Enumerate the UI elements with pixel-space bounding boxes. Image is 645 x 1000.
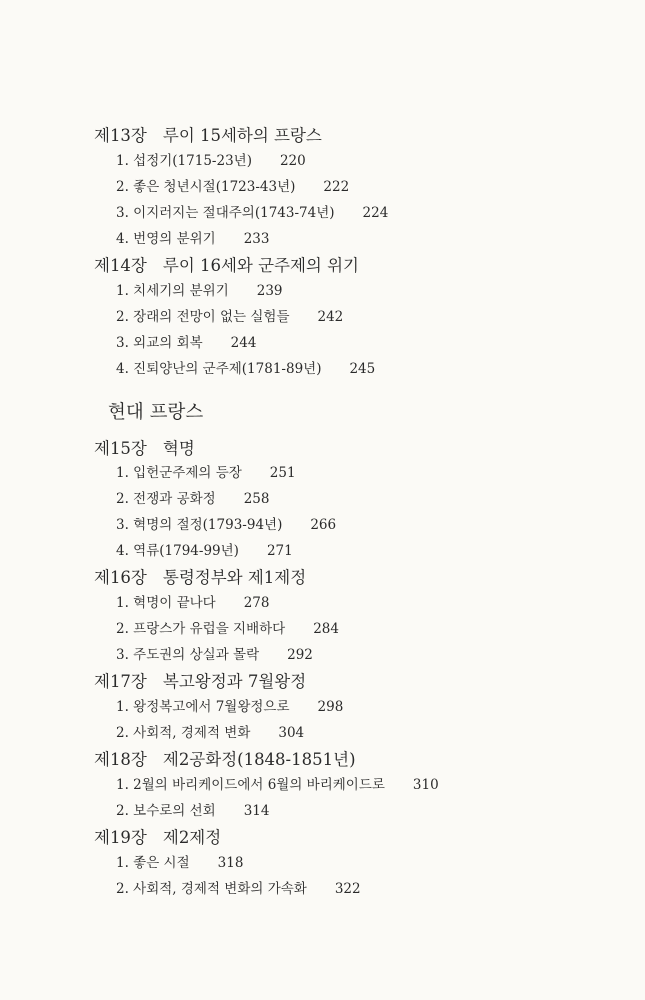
- entry-page-number: 304: [278, 725, 305, 741]
- entry-page-number: 318: [217, 855, 244, 871]
- chapter-heading: [94, 752, 356, 769]
- toc-entry: [116, 285, 283, 299]
- entry-page-number: 245: [349, 361, 376, 377]
- chapter-title: 제2공화정(1848-1851년): [162, 750, 356, 769]
- entry-label: 1. 혁명이 끝나다: [116, 595, 216, 611]
- entry-page-number: 251: [269, 465, 296, 481]
- entry-page-number: 224: [362, 205, 389, 221]
- toc-entry: [116, 727, 304, 741]
- entry-label: 2. 프랑스가 유럽을 지배하다: [116, 621, 286, 637]
- entry-page-number: 310: [412, 777, 439, 793]
- entry-label: 3. 주도권의 상실과 몰락: [116, 647, 260, 663]
- toc-entry: [116, 207, 388, 221]
- toc-entry: [116, 883, 361, 897]
- chapter-title: 혁명: [162, 439, 195, 458]
- entry-page-number: 239: [256, 283, 283, 299]
- toc-entry: [116, 805, 270, 819]
- entry-label: 1. 2월의 바리케이드에서 6월의 바리케이드로: [116, 777, 385, 793]
- entry-label: 4. 역류(1794-99년): [116, 543, 239, 559]
- chapter-number: 제16장: [94, 568, 147, 587]
- toc-entry: [116, 623, 339, 637]
- entry-label: 2. 장래의 전망이 없는 실험들: [116, 309, 290, 325]
- entry-page-number: 298: [317, 699, 344, 715]
- entry-page-number: 284: [313, 621, 339, 637]
- chapter-heading: [94, 441, 195, 458]
- toc-entry: [116, 155, 306, 169]
- toc-entry: [116, 493, 270, 507]
- chapter-heading: [94, 258, 359, 275]
- toc-entry: [116, 649, 313, 663]
- entry-page-number: 314: [243, 803, 270, 819]
- entry-label: 2. 보수로의 선회: [116, 803, 216, 819]
- chapter-title: 루이 15세하의 프랑스: [162, 126, 322, 145]
- toc-entry: [116, 545, 293, 559]
- entry-label: 1. 치세기의 분위기: [116, 283, 229, 299]
- entry-page-number: 278: [243, 595, 270, 611]
- chapter-number: 제13장: [94, 126, 147, 145]
- toc-entry: [116, 857, 243, 871]
- toc-entry: [116, 363, 375, 377]
- entry-label: 1. 입헌군주제의 등장: [116, 465, 242, 481]
- entry-page-number: 271: [266, 543, 293, 559]
- entry-page-number: 292: [287, 647, 313, 663]
- entry-label: 4. 번영의 분위기: [116, 231, 216, 247]
- entry-label: 2. 사회적, 경제적 변화의 가속화: [116, 881, 307, 897]
- chapter-title: 루이 16세와 군주제의 위기: [162, 256, 359, 275]
- toc-entry: [116, 311, 343, 325]
- chapter-title: 통령정부와 제1제정: [162, 568, 307, 587]
- toc-entry: [116, 701, 343, 715]
- chapter-number: 제15장: [94, 439, 147, 458]
- entry-label: 1. 좋은 시절: [116, 855, 190, 871]
- toc-entry: [116, 779, 439, 793]
- entry-label: 2. 사회적, 경제적 변화: [116, 725, 251, 741]
- toc-entry: [116, 337, 256, 351]
- entry-label: 2. 좋은 청년시절(1723-43년): [116, 179, 296, 195]
- chapter-heading: [94, 570, 306, 587]
- chapter-number: 제18장: [94, 750, 147, 769]
- entry-page-number: 220: [279, 153, 306, 169]
- toc-entry: [116, 233, 270, 247]
- toc-entry: [116, 597, 270, 611]
- toc-entry: [116, 467, 296, 481]
- entry-page-number: 266: [310, 517, 337, 533]
- entry-page-number: 222: [323, 179, 350, 195]
- chapter-heading: [94, 830, 221, 847]
- entry-label: 3. 이지러지는 절대주의(1743-74년): [116, 205, 335, 221]
- entry-label: 3. 외교의 회복: [116, 335, 203, 351]
- entry-label: 1. 왕정복고에서 7월왕정으로: [116, 699, 290, 715]
- chapter-number: 제17장: [94, 672, 147, 691]
- chapter-heading: [94, 128, 322, 145]
- entry-label: 2. 전쟁과 공화정: [116, 491, 216, 507]
- entry-page-number: 322: [334, 881, 361, 897]
- entry-label: 3. 혁명의 절정(1793-94년): [116, 517, 283, 533]
- entry-label: 1. 섭정기(1715-23년): [116, 153, 252, 169]
- entry-page-number: 258: [243, 491, 270, 507]
- chapter-title: 복고왕정과 7월왕정: [162, 672, 307, 691]
- chapter-title: 제2제정: [162, 828, 222, 847]
- entry-page-number: 233: [243, 231, 270, 247]
- entry-page-number: 244: [230, 335, 257, 351]
- toc-entry: [116, 181, 349, 195]
- entry-page-number: 242: [317, 309, 344, 325]
- chapter-number: 제19장: [94, 828, 147, 847]
- chapter-heading: [94, 674, 306, 691]
- entry-label: 4. 진퇴양난의 군주제(1781-89년): [116, 361, 322, 377]
- chapter-number: 제14장: [94, 256, 147, 275]
- toc-entry: [116, 519, 336, 533]
- part-title: 현대 프랑스: [108, 402, 204, 423]
